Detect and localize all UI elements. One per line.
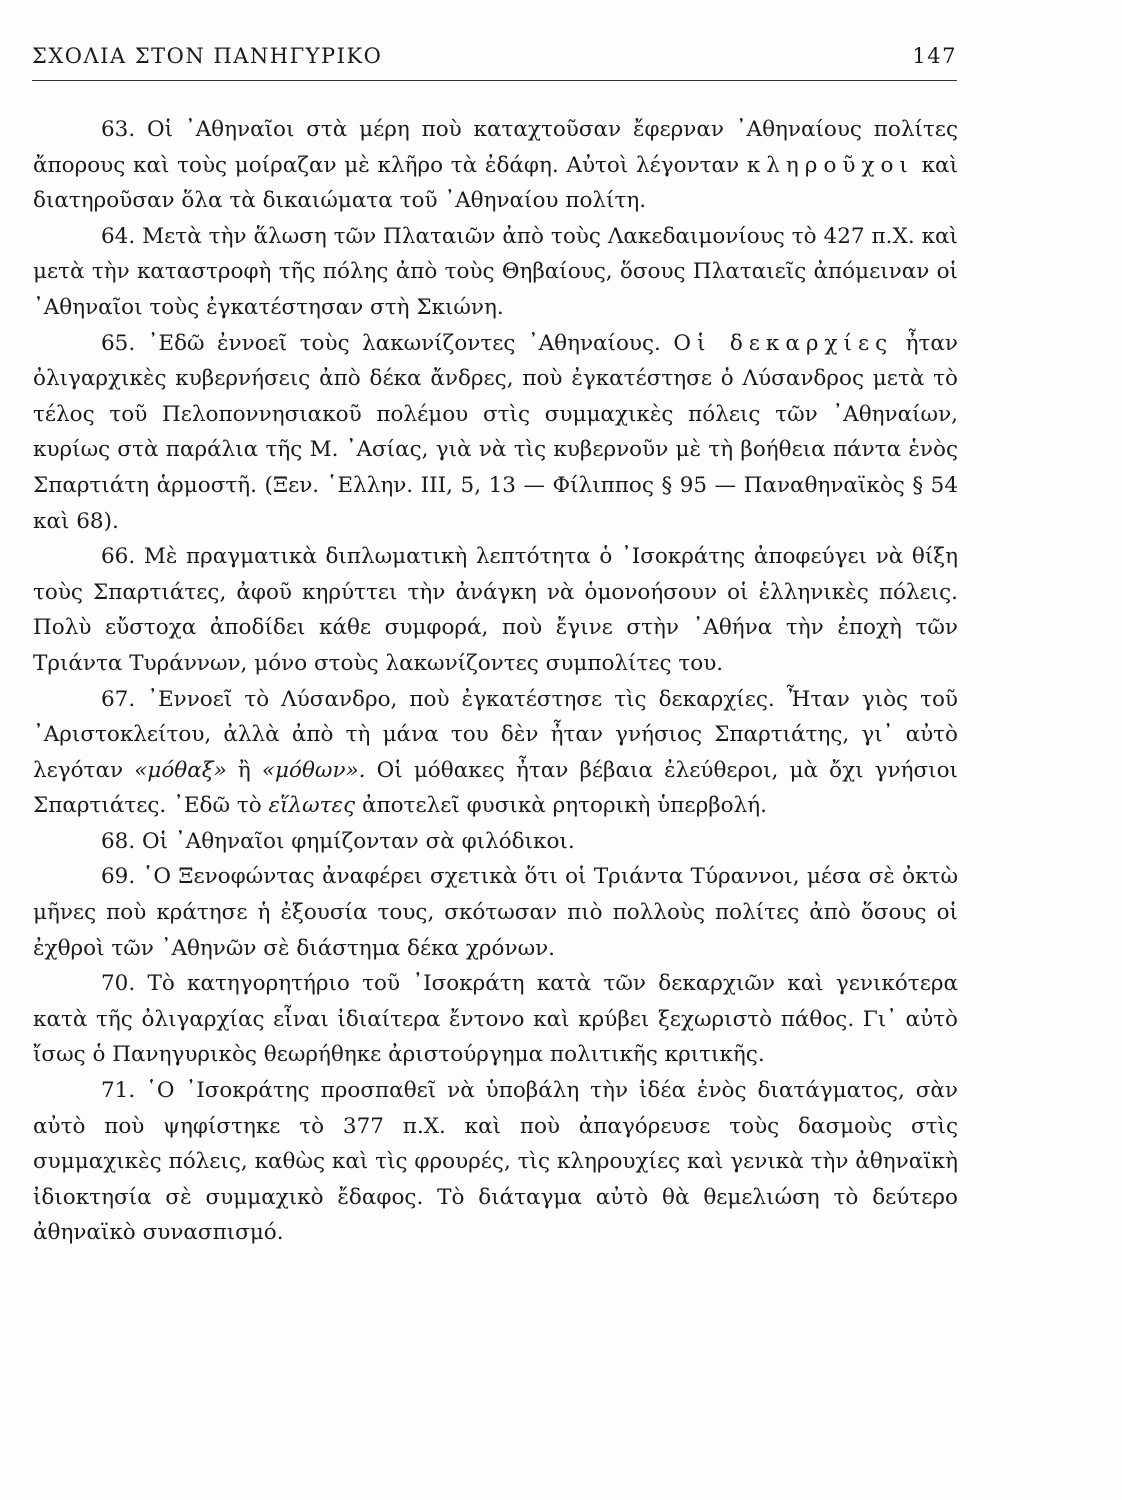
spaced-term: κληροῦχοι: [746, 152, 914, 178]
note-number: 66.: [101, 544, 136, 570]
note-64: [33, 219, 958, 326]
notes-list: [33, 112, 958, 1251]
note-63: [33, 112, 958, 219]
note-number: 63.: [101, 117, 136, 142]
note-65: [33, 326, 958, 540]
note-text: καὶ διατηροῦσαν ὅλα τὰ δικαιώματα τοῦ ᾿Αθηναίου πολίτη.: [33, 152, 958, 214]
note-text: ᾿Εδῶ ἐννοεῖ τοὺς λακωνίζοντες ᾿Αθηναίους.: [147, 330, 661, 356]
running-title: ΣΧΟΛΙΑ ΣΤΟΝ ΠΑΝΗΓΥΡΙΚΟ: [32, 44, 383, 68]
page-number: 147: [912, 44, 957, 68]
italic-term: εἵλωτες: [268, 793, 356, 819]
note-text: ᾿Εννοεῖ τὸ Λύσανδρο, ποὺ ἐγκατέστησε τὶς δεκαρχίες. Ἦταν γιὸς τοῦ ᾿Αριστοκλείτου, ἀλλὰ ἀπὸ τὴ μάνα του δὲν ἦταν γνήσιος Σπαρτιάτης, γι᾿ αὐτὸ λεγόταν: [33, 686, 958, 783]
header-rule: [32, 80, 957, 81]
note-number: 64.: [101, 223, 136, 249]
note-number: 67.: [101, 686, 136, 712]
note-67: [33, 682, 958, 824]
note-69: [33, 859, 958, 966]
note-text: ἢ: [237, 757, 251, 783]
note-70: [33, 966, 958, 1073]
note-number: 68.: [101, 828, 136, 854]
spaced-term: Οἱ δεκαρχίες: [673, 330, 894, 356]
note-text: Μετὰ τὴν ἅλωση τῶν Πλαταιῶν ἀπὸ τοὺς Λακεδαιμονίους τὸ 427 π.Χ. καὶ μετὰ τὴν καταστροφὴ τῆς πόλης ἀπὸ τοὺς Θηβαίους, ὅσους Πλαταιεῖς ἀπόμειναν οἱ ᾿Αθηναῖοι τοὺς ἐγκατέστησαν στὴ Σκιώνη.: [33, 223, 958, 320]
note-66: [33, 539, 958, 681]
note-text: ῾Ο ᾿Ισοκράτης προσπαθεῖ νὰ ὑποβάλη τὴν ἰδέα ἑνὸς διατάγματος, σὰν αὐτὸ ποὺ ψηφίστηκε τὸ 377 π.Χ. καὶ ποὺ ἀπαγόρευσε τοὺς δασμοὺς στὶς συμμαχικὲς πόλεις, καθὼς καὶ τὶς φρουρές, τὶς κληρουχίες καὶ γενικὰ τὴν ἀθηναϊκὴ ἰδιοκτησία σὲ συμμαχικὸ ἔδαφος. Τὸ διάταγμα αὐτὸ θὰ θεμελιώση τὸ δεύτερο ἀθηναϊκὸ συνασπισμό.: [33, 1078, 958, 1246]
note-text: Οἱ ᾿Αθηναῖοι φημίζονταν σὰ φιλόδικοι.: [142, 828, 575, 854]
italic-term: «μόθων».: [261, 757, 366, 783]
note-text: ἀποτελεῖ φυσικὰ ρητορικὴ ὑπερβολή.: [361, 793, 767, 819]
note-number: 65.: [101, 330, 136, 356]
note-text: Οἱ ᾿Αθηναῖοι στὰ μέρη ποὺ καταχτοῦσαν ἔφερναν ᾿Αθηναίους πολίτες ἄπορους καὶ τοὺς μοίραζαν μὲ κλῆρο τὰ ἐδάφη. Αὐτοὶ λέγονταν: [33, 117, 958, 178]
note-text: Μὲ πραγματικὰ διπλωματικὴ λεπτότητα ὁ ᾿Ισοκράτης ἀποφεύγει νὰ θίξη τοὺς Σπαρτιάτες, ἀφοῦ κηρύττει τὴν ἀνάγκη νὰ ὁμονοήσουν οἱ ἑλληνικὲς πόλεις. Πολὺ εὔστοχα ἀποδίδει κάθε συμφορά, ποὺ ἔγινε στὴν ᾿Αθήνα τὴν ἐποχὴ τῶν Τριάντα Τυράννων, μόνο στοὺς λακωνίζοντες συμπολίτες του.: [33, 544, 958, 676]
note-number: 71.: [101, 1078, 136, 1104]
note-text: Οἱ μόθακες ἦταν βέβαια ἐλεύθεροι, μὰ ὄχι γνήσιοι Σπαρτιάτες. ᾿Εδῶ τὸ: [33, 757, 958, 819]
note-text: ῾Ο Ξενοφώντας ἀναφέρει σχετικὰ ὅτι οἱ Τριάντα Τύραννοι, μέσα σὲ ὀκτὼ μῆνες ποὺ κράτησε ἡ ἐξουσία τους, σκότωσαν πιὸ πολλοὺς πολίτες ἀπὸ ὅσους οἱ ἐχθροὶ τῶν ᾿Αθηνῶν σὲ διάστημα δέκα χρόνων.: [33, 864, 958, 961]
note-number: 69.: [101, 864, 136, 890]
note-text: ἦταν ὀλιγαρχικὲς κυβερνήσεις ἀπὸ δέκα ἄνδρες, ποὺ ἐγκατέστησε ὁ Λύσανδρος μετὰ τὸ τέλος τοῦ Πελοποννησιακοῦ πολέμου στὶς συμμαχικὲς πόλεις τῶν ᾿Αθηναίων, κυρίως στὰ παράλια τῆς Μ. ᾿Ασίας, γιὰ νὰ τὶς κυβερνοῦν μὲ τὴ βοήθεια πάντα ἑνὸς Σπαρτιάτη ἁρμοστῆ. (Ξεν. ῾Ελλην. III, 5, 13 — Φίλιππος § 95 — Παναθηναϊκὸς § 54 καὶ 68).: [33, 330, 958, 534]
note-68: [33, 824, 958, 860]
note-text: Τὸ κατηγορητήριο τοῦ ᾿Ισοκράτη κατὰ τῶν δεκαρχιῶν καὶ γενικότερα κατὰ τῆς ὀλιγαρχίας εἶναι ἰδιαίτερα ἔντονο καὶ κρύβει ξεχωριστὸ πάθος. Γι᾿ αὐτὸ ἴσως ὁ Πανηγυρικὸς θεωρήθηκε ἀριστούργημα πολιτικῆς κριτικῆς.: [33, 971, 958, 1068]
italic-term: «μόθαξ»: [134, 757, 227, 783]
note-71: [33, 1073, 958, 1251]
running-head: [32, 44, 957, 68]
note-number: 70.: [101, 971, 136, 997]
